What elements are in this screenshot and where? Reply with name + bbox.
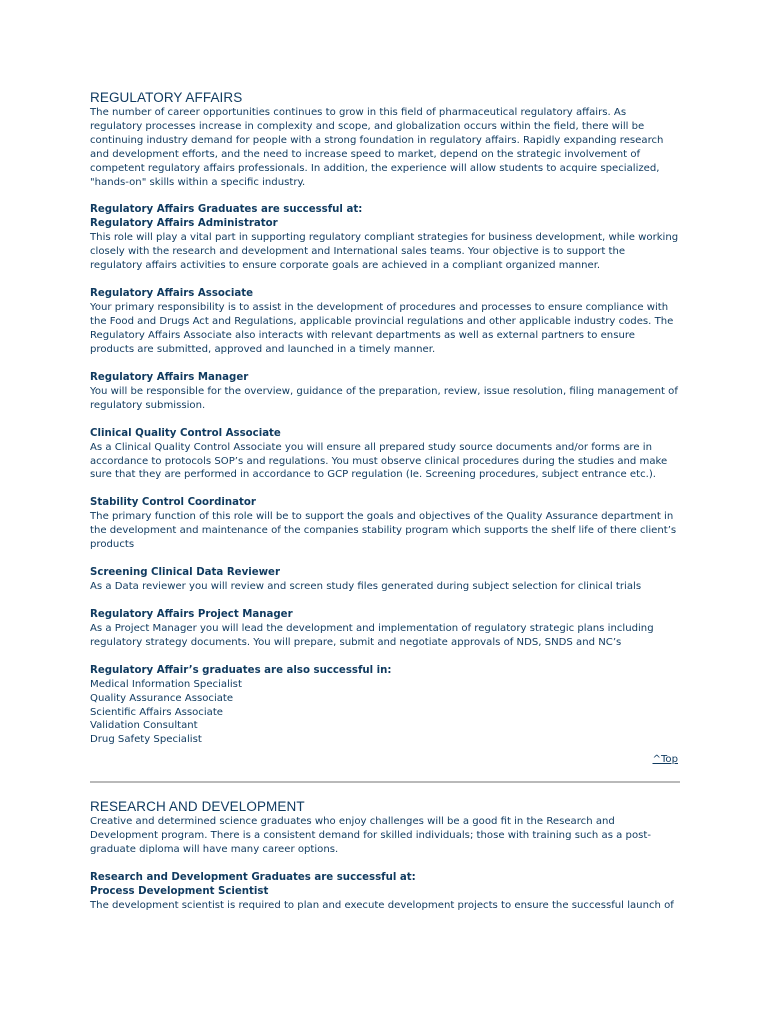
role-block xyxy=(90,566,680,594)
section-title-research-development: RESEARCH AND DEVELOPMENT xyxy=(90,799,305,815)
section-research-development xyxy=(90,799,680,913)
role-title: Screening Clinical Data Reviewer xyxy=(90,567,280,579)
role-description: The primary function of this role will be to support the goals and objectives of the Quality Assurance department in the development and maintenance of the companies stability program which supports the shelf life of there client’s products xyxy=(90,511,677,551)
also-successful-list xyxy=(90,678,680,748)
role-title: Regulatory Affairs Project Manager xyxy=(90,608,293,620)
role-description: The development scientist is required to plan and execute development projects to ensure the successful launch of xyxy=(90,899,674,911)
research-intro: Creative and determined science graduates who enjoy challenges will be a good fit in the Research and Development program. There is a consistent demand for skilled individuals; those with training such as a post-graduate diploma will have many career options. xyxy=(90,816,651,855)
role-title: Process Development Scientist xyxy=(90,885,269,897)
list-item: Validation Consultant xyxy=(90,720,198,732)
role-title: Clinical Quality Control Associate xyxy=(90,427,281,439)
role-title: Stability Control Coordinator xyxy=(90,497,256,509)
regulatory-intro: The number of career opportunities continues to grow in this field of pharmaceutical regulatory affairs. As regulatory processes increase in complexity and scope, and globalization occurs within the field, there will be continuing industry demand for people with a strong foundation in regulatory affairs. Rapidly expanding research and development efforts, and the need to increase speed to market, depend on the strategic involvement of competent regulatory affairs professionals. In addition, the experience will allow students to acquire specialized, "hands-on" skills within a specific industry. xyxy=(90,107,664,188)
section-title-regulatory-affairs: REGULATORY AFFAIRS xyxy=(90,90,243,105)
role-block xyxy=(90,287,680,357)
role-description: This role will play a vital part in supporting regulatory compliant strategies for business development, while working closely with the research and development and International sales teams. Your objective is to support the regulatory affairs activities to ensure corporate goals are achieved in a compliant organized manner. xyxy=(90,232,679,272)
role-title: Regulatory Affairs Associate xyxy=(90,288,254,300)
list-item: Scientific Affairs Associate xyxy=(90,706,224,718)
role-block xyxy=(90,608,680,650)
role-description: You will be responsible for the overview, guidance of the preparation, review, issue resolution, filing management of regulatory submission. xyxy=(90,385,678,411)
document-page xyxy=(90,90,680,913)
role-block xyxy=(90,217,680,273)
section-regulatory-affairs xyxy=(90,90,680,767)
role-description: As a Project Manager you will lead the development and implementation of regulatory strategic plans including regulatory strategy documents. You will prepare, submit and negotiate approvals of NDS, SNDS and NC’s xyxy=(90,622,654,648)
role-title: Regulatory Affairs Administrator xyxy=(90,218,278,230)
role-title: Regulatory Affairs Manager xyxy=(90,371,249,383)
list-item: Medical Information Specialist xyxy=(90,678,242,690)
role-block xyxy=(90,427,680,483)
list-item: Quality Assurance Associate xyxy=(90,692,234,704)
role-block xyxy=(90,496,680,552)
research-successful-heading: Research and Development Graduates are successful at: xyxy=(90,871,416,883)
back-to-top-link[interactable]: ^Top xyxy=(652,754,678,766)
role-block xyxy=(90,371,680,413)
regulatory-successful-heading: Regulatory Affairs Graduates are successful at: xyxy=(90,204,363,216)
also-successful-heading: Regulatory Affair’s graduates are also successful in: xyxy=(90,664,392,676)
list-item: Drug Safety Specialist xyxy=(90,734,202,746)
role-description: As a Data reviewer you will review and screen study files generated during subject selection for clinical trials xyxy=(90,581,642,593)
role-description: Your primary responsibility is to assist in the development of procedures and processes to ensure compliance with the Food and Drugs Act and Regulations, applicable provincial regulations and other applicable industry codes. The Regulatory Affairs Associate also interacts with relevant departments as well as external partners to ensure products are submitted, approved and launched in a timely manner. xyxy=(90,302,674,355)
role-description: As a Clinical Quality Control Associate you will ensure all prepared study source documents and/or forms are in accordance to protocols SOP’s and regulations. You must observe clinical procedures during the studies and make sure that they are performed in accordance to GCP regulation (Ie. Screening procedures, subject entrance etc.). xyxy=(90,441,668,481)
section-divider xyxy=(90,781,680,783)
